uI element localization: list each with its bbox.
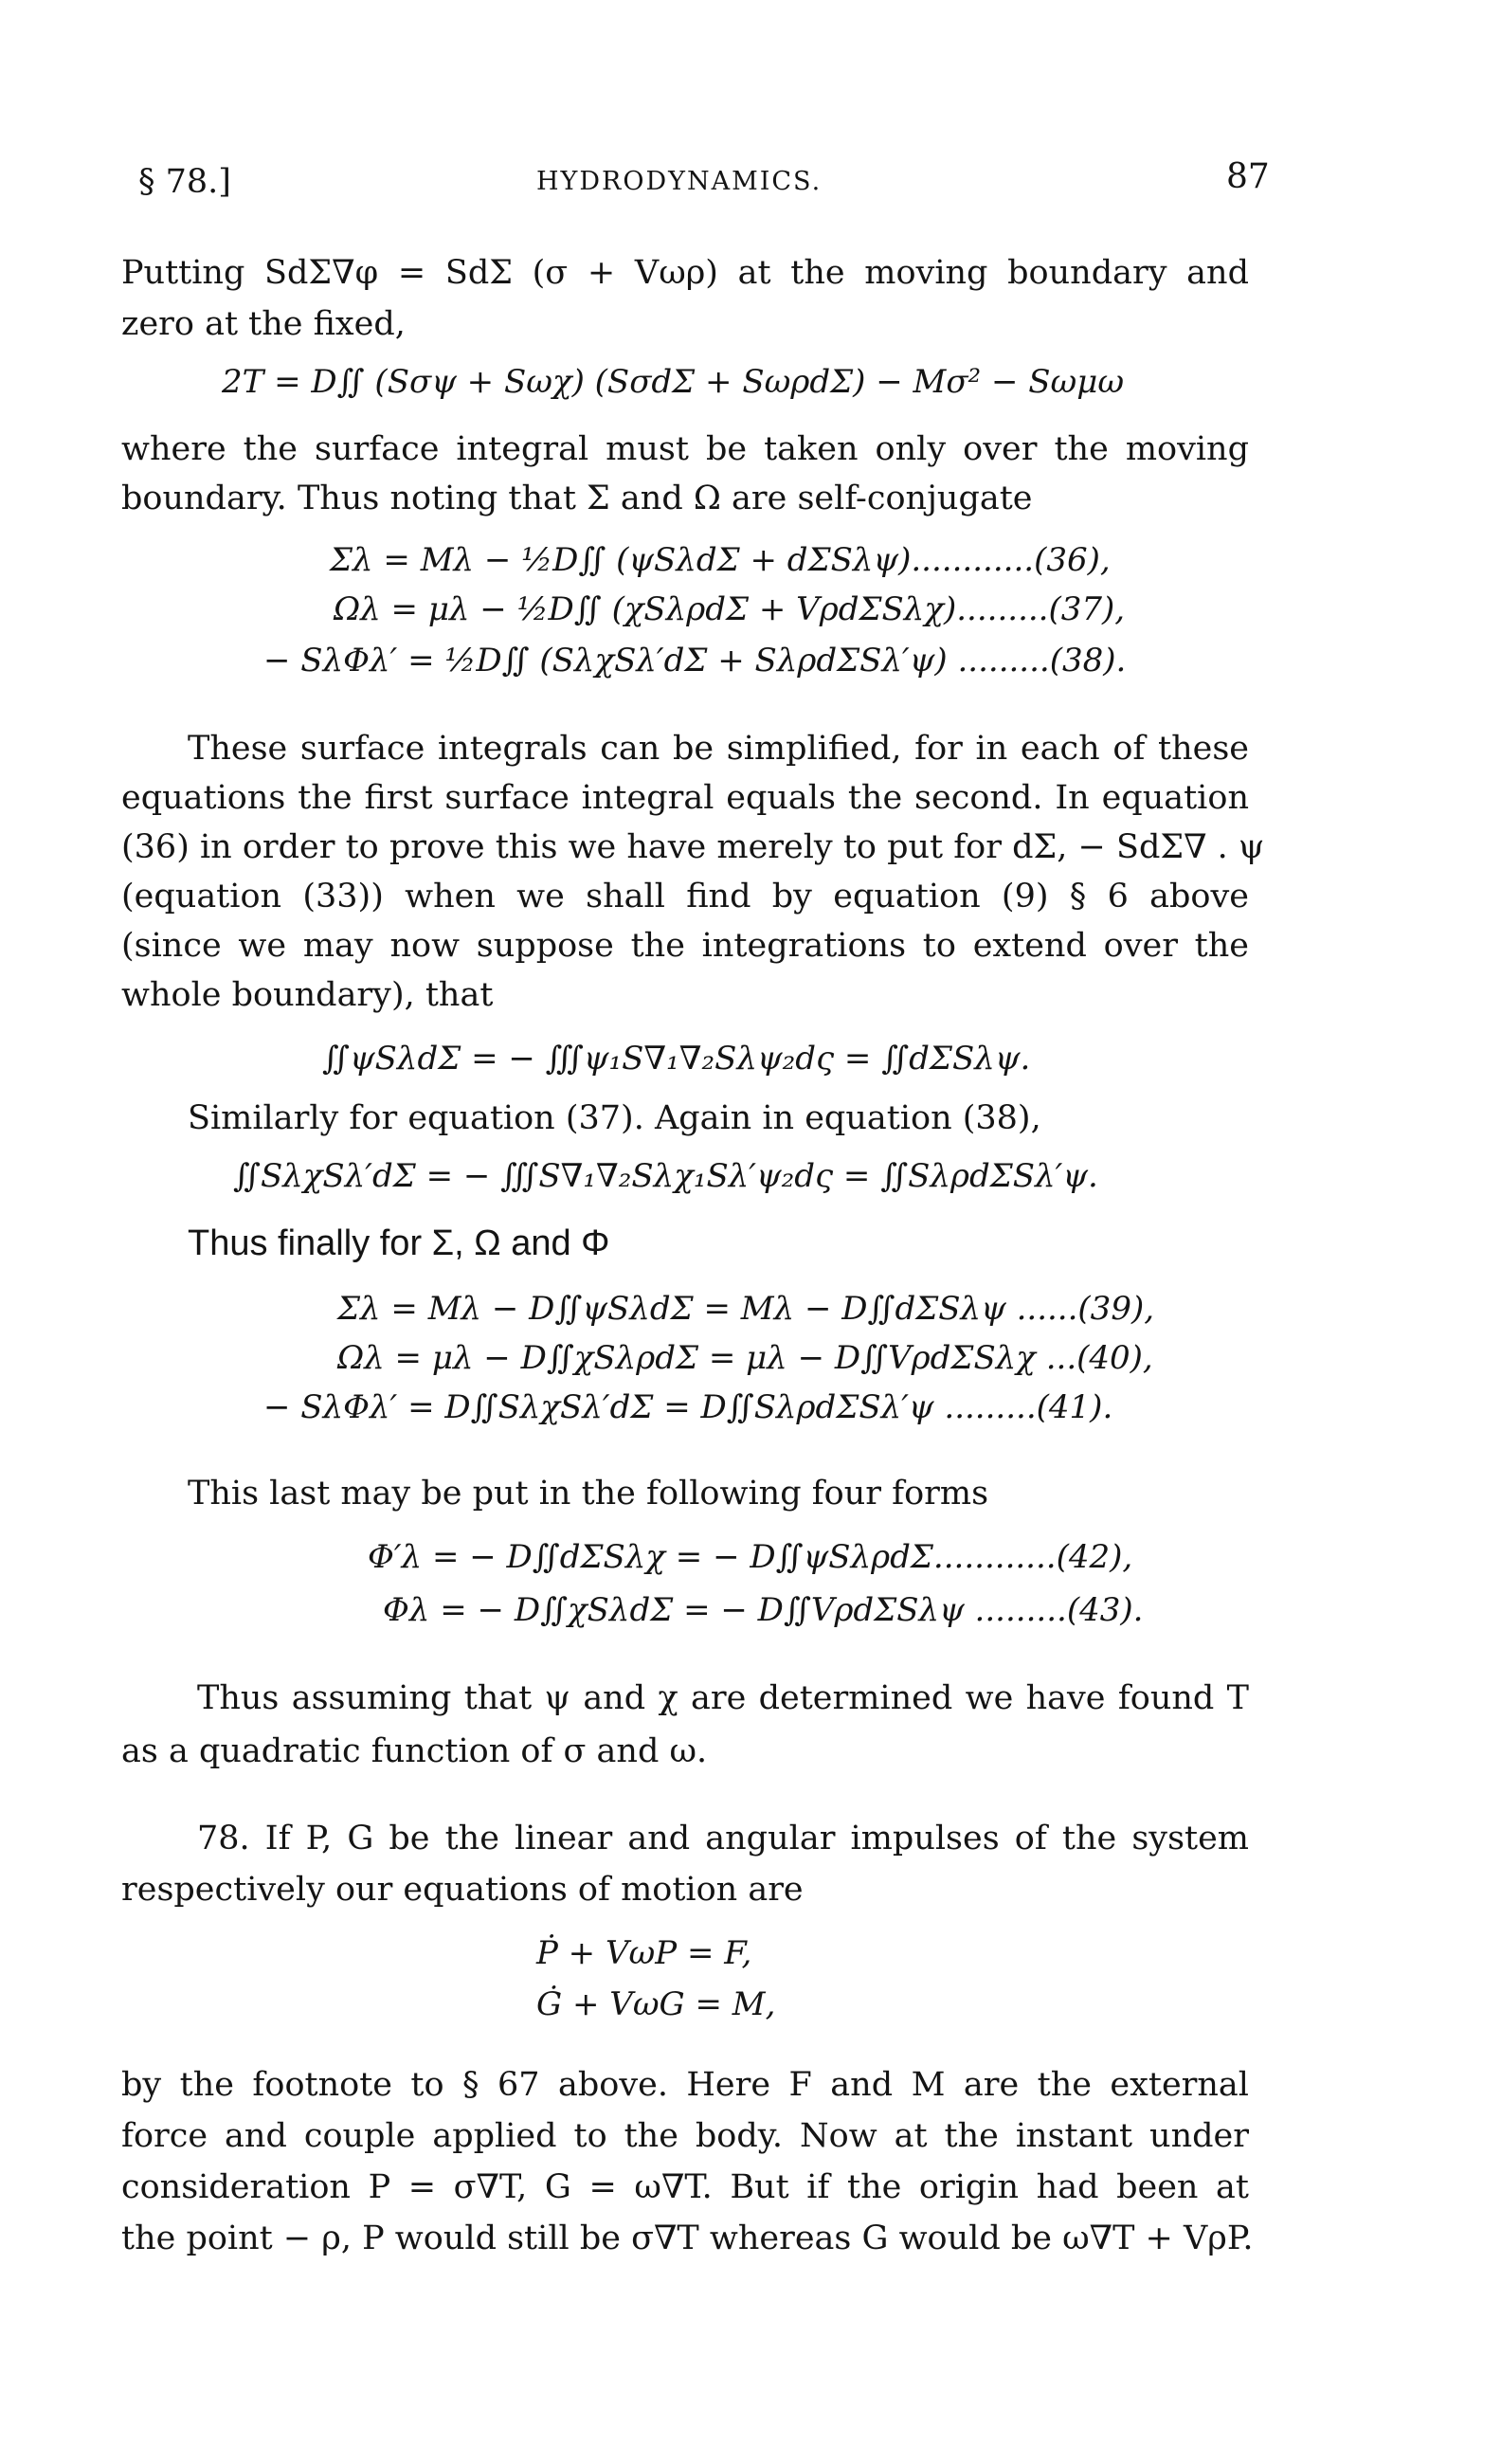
equation-integral-2: ∬SλχSλ′dΣ = − ∭S∇₁∇₂Sλχ₁Sλ′ψ₂dς = ∬SλρdΣSλ′ψ. xyxy=(233,1157,1098,1195)
page-number: 87 xyxy=(1226,157,1270,196)
text-line: Putting SdΣ∇φ = SdΣ (σ + Vωρ) at the moving boundary and xyxy=(121,254,1249,292)
equation-integral-1: ∬ψSλdΣ = − ∭ψ₁S∇₁∇₂Sλψ₂dς = ∬dΣSλψ. xyxy=(322,1040,1031,1078)
text-line: where the surface integral must be taken only over the moving xyxy=(121,430,1249,468)
running-head-section: § 78.] xyxy=(138,163,231,201)
text-line: (36) in order to prove this we have merely to put for dΣ, − SdΣ∇ . ψ xyxy=(121,828,1265,866)
text-line: whole boundary), that xyxy=(121,976,494,1014)
equation-angular-momentum: Ġ + VωG = M, xyxy=(536,1985,776,2023)
equation-linear-momentum: Ṗ + VωP = F, xyxy=(536,1934,752,1972)
text-line: zero at the fixed, xyxy=(121,305,406,343)
text-line: the point − ρ, P would still be σ∇T whereas G would be ω∇T + VρP. xyxy=(121,2219,1254,2257)
text-line: equations the first surface integral equals the second. In equation xyxy=(121,779,1249,817)
equation-40: Ωλ = μλ − D∬χSλρdΣ = μλ − D∬VρdΣSλχ ...(40), xyxy=(337,1339,1153,1377)
text-line: (since we may now suppose the integrations to extend over the xyxy=(121,927,1249,965)
section-78-heading-line: 78. If P, G be the linear and angular impulses of the system xyxy=(197,1820,1249,1857)
equation-39: Σλ = Mλ − D∬ψSλdΣ = Mλ − D∬dΣSλψ ......(39), xyxy=(337,1290,1155,1328)
text-line: (equation (33)) when we shall find by equation (9) § 6 above xyxy=(121,878,1249,915)
text-line: by the footnote to § 67 above. Here F and M are the external xyxy=(121,2066,1249,2104)
equation-37: Ωλ = μλ − ½D∬ (χSλρdΣ + VρdΣSλχ).........(37), xyxy=(334,590,1126,628)
text-line: This last may be put in the following four forms xyxy=(188,1475,989,1513)
text-line: consideration P = σ∇T, G = ω∇T. But if the origin had been at xyxy=(121,2168,1249,2206)
equation-41: − SλΦλ′ = D∬SλχSλ′dΣ = D∬SλρdΣSλ′ψ .........(41). xyxy=(263,1388,1113,1426)
text-line: Similarly for equation (37). Again in equation (38), xyxy=(188,1099,1041,1137)
text-line: boundary. Thus noting that Σ and Ω are self-conjugate xyxy=(121,480,1033,517)
text-line: respectively our equations of motion are xyxy=(121,1871,804,1909)
equation-36: Σλ = Mλ − ½D∬ (ψSλdΣ + dΣSλψ)............(36), xyxy=(330,541,1111,579)
text-line: Thus assuming that ψ and χ are determined we have found T xyxy=(197,1679,1249,1717)
text-line: as a quadratic function of σ and ω. xyxy=(121,1732,708,1770)
running-head-title: HYDRODYNAMICS. xyxy=(536,167,823,196)
text-line: These surface integrals can be simplified, for in each of these xyxy=(188,730,1249,768)
equation-kinetic-energy: 2T = D∬ (Sσψ + Sωχ) (SσdΣ + SωρdΣ) − Mσ² − Sωμω xyxy=(222,363,1125,401)
equation-43: Φλ = − D∬χSλdΣ = − D∬VρdΣSλψ .........(43). xyxy=(383,1591,1144,1629)
text-line: Thus finally for Σ, Ω and Φ xyxy=(188,1223,610,1263)
equation-38: − SλΦλ′ = ½D∬ (SλχSλ′dΣ + SλρdΣSλ′ψ) .........(38). xyxy=(263,642,1127,679)
equation-42: Φ′λ = − D∬dΣSλχ = − D∬ψSλρdΣ............(42), xyxy=(368,1538,1133,1576)
text-line: force and couple applied to the body. Now at the instant under xyxy=(121,2117,1249,2155)
